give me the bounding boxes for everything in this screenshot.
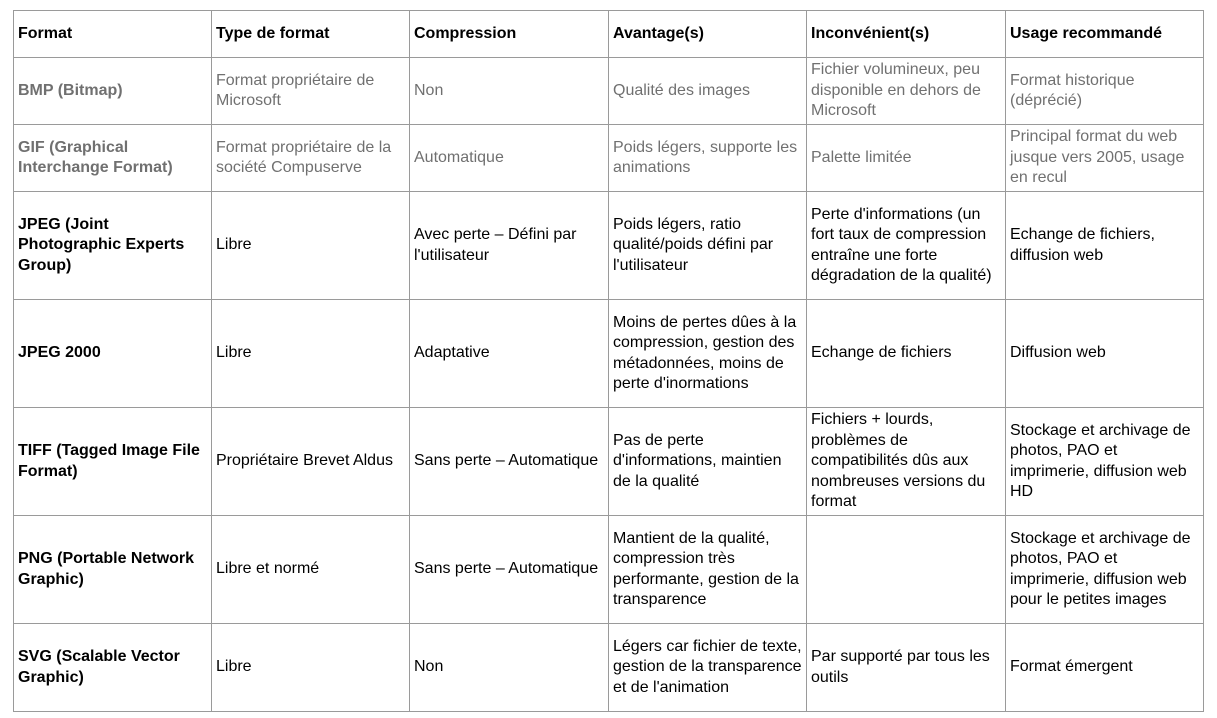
cell-format: GIF (Graphical Interchange Format)	[14, 125, 212, 192]
image-formats-table	[13, 10, 1204, 712]
cell-inconvenients: Fichier volumineux, peu disponible en dehors de Microsoft	[807, 58, 1006, 125]
cell-compression: Non	[410, 58, 609, 125]
header-row	[14, 11, 1204, 58]
cell-avantages: Moins de pertes dûes à la compression, gestion des métadonnées, moins de perte d'inormations	[609, 300, 807, 408]
cell-format: BMP (Bitmap)	[14, 58, 212, 125]
table-row-jpeg	[14, 192, 1204, 300]
table-row-tiff	[14, 408, 1204, 516]
cell-usage: Stockage et archivage de photos, PAO et imprimerie, diffusion web HD	[1006, 408, 1204, 516]
cell-compression: Sans perte – Automatique	[410, 408, 609, 516]
header-format: Format	[14, 11, 212, 58]
cell-usage: Format historique (déprécié)	[1006, 58, 1204, 125]
cell-inconvenients: Palette limitée	[807, 125, 1006, 192]
cell-usage: Format émergent	[1006, 624, 1204, 712]
header-usage-recommande: Usage recommandé	[1006, 11, 1204, 58]
cell-avantages: Qualité des images	[609, 58, 807, 125]
cell-inconvenients	[807, 516, 1006, 624]
table-row-gif	[14, 125, 1204, 192]
cell-format: SVG (Scalable Vector Graphic)	[14, 624, 212, 712]
cell-format: JPEG 2000	[14, 300, 212, 408]
cell-compression: Avec perte – Défini par l'utilisateur	[410, 192, 609, 300]
table-row-svg	[14, 624, 1204, 712]
cell-type: Libre et normé	[212, 516, 410, 624]
image-formats-table-container	[13, 10, 1204, 712]
header-avantages: Avantage(s)	[609, 11, 807, 58]
cell-usage: Principal format du web jusque vers 2005, usage en recul	[1006, 125, 1204, 192]
cell-avantages: Poids légers, ratio qualité/poids défini par l'utilisateur	[609, 192, 807, 300]
table-row-bmp	[14, 58, 1204, 125]
table-row-png	[14, 516, 1204, 624]
cell-inconvenients: Perte d'informations (un fort taux de compression entraîne une forte dégradation de la qualité)	[807, 192, 1006, 300]
cell-compression: Automatique	[410, 125, 609, 192]
cell-type: Format propriétaire de la société Compuserve	[212, 125, 410, 192]
cell-inconvenients: Par supporté par tous les outils	[807, 624, 1006, 712]
cell-avantages: Pas de perte d'informations, maintien de la qualité	[609, 408, 807, 516]
header-inconvenients: Inconvénient(s)	[807, 11, 1006, 58]
cell-type: Format propriétaire de Microsoft	[212, 58, 410, 125]
cell-type: Libre	[212, 300, 410, 408]
cell-inconvenients: Echange de fichiers	[807, 300, 1006, 408]
cell-usage: Stockage et archivage de photos, PAO et imprimerie, diffusion web pour le petites images	[1006, 516, 1204, 624]
cell-inconvenients: Fichiers + lourds, problèmes de compatibilités dûs aux nombreuses versions du format	[807, 408, 1006, 516]
cell-format: JPEG (Joint Photographic Experts Group)	[14, 192, 212, 300]
header-type-de-format: Type de format	[212, 11, 410, 58]
cell-format: PNG (Portable Network Graphic)	[14, 516, 212, 624]
cell-type: Propriétaire Brevet Aldus	[212, 408, 410, 516]
cell-format: TIFF (Tagged Image File Format)	[14, 408, 212, 516]
cell-compression: Non	[410, 624, 609, 712]
table-row-jpeg-2000	[14, 300, 1204, 408]
cell-usage: Echange de fichiers, diffusion web	[1006, 192, 1204, 300]
header-compression: Compression	[410, 11, 609, 58]
cell-usage: Diffusion web	[1006, 300, 1204, 408]
cell-type: Libre	[212, 624, 410, 712]
cell-compression: Sans perte – Automatique	[410, 516, 609, 624]
cell-avantages: Mantient de la qualité, compression très performante, gestion de la transparence	[609, 516, 807, 624]
cell-type: Libre	[212, 192, 410, 300]
cell-avantages: Poids légers, supporte les animations	[609, 125, 807, 192]
cell-compression: Adaptative	[410, 300, 609, 408]
cell-avantages: Légers car fichier de texte, gestion de la transparence et de l'animation	[609, 624, 807, 712]
